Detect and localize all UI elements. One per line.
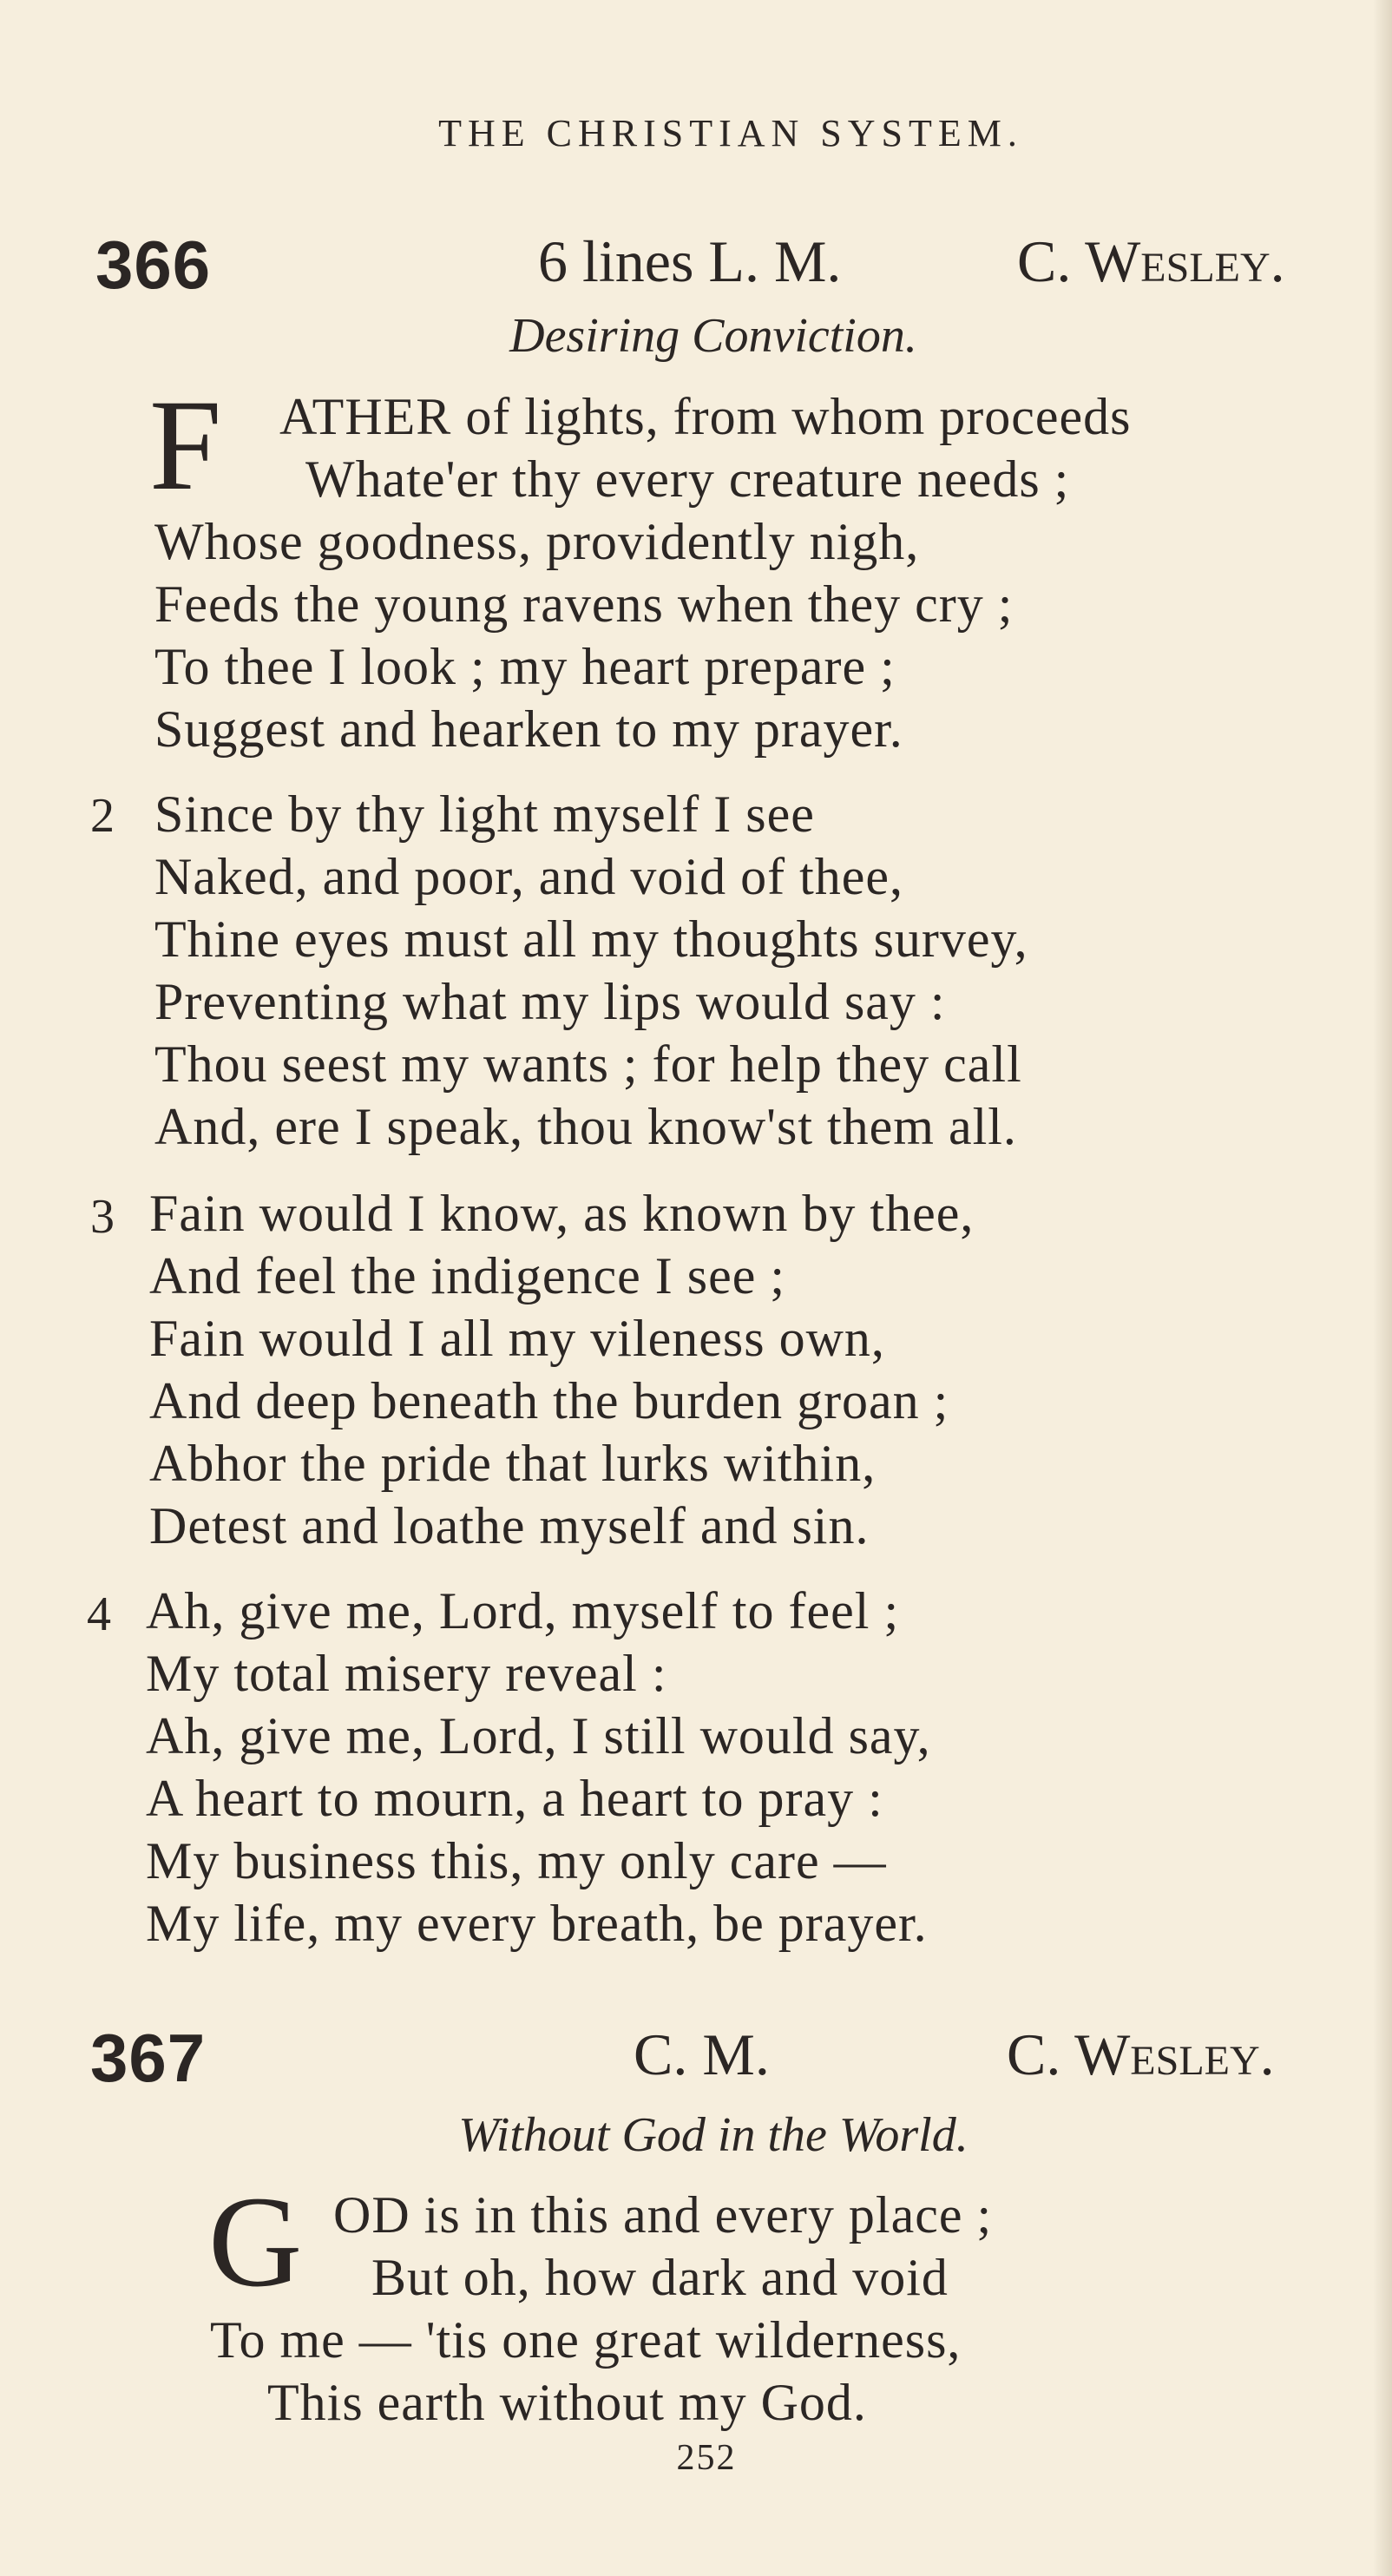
hymn-366-stanza-4-line-2: My total misery reveal :: [146, 1645, 667, 1702]
hymn-meter-366: 6 lines L. M.: [538, 228, 842, 294]
hymn-366-stanza-3-line-6: Detest and loathe myself and sin.: [149, 1497, 870, 1554]
hymn-author-366: C. Wesley.: [1017, 228, 1285, 294]
hymn-367-stanza-1-line-1: OD is in this and every place ;: [333, 2186, 993, 2244]
hymn-366-stanza-1-line-4: Feeds the young ravens when they cry ;: [154, 575, 1014, 633]
hymn-number-366: 366: [95, 227, 212, 303]
hymn-366-stanza-2-line-1: Since by thy light myself I see: [154, 785, 815, 843]
verse-number-3: 3: [90, 1190, 115, 1244]
hymn-366-stanza-4-line-4: A heart to mourn, a heart to pray :: [146, 1770, 883, 1827]
hymn-366-stanza-2-line-2: Naked, and poor, and void of thee,: [154, 848, 904, 905]
hymn-366-stanza-4-line-6: My life, my every breath, be prayer.: [146, 1895, 928, 1952]
hymn-subtitle-366: Desiring Conviction.: [509, 309, 917, 363]
verse-number-4: 4: [87, 1587, 111, 1641]
hymn-366-stanza-3-line-5: Abhor the pride that lurks within,: [149, 1435, 877, 1492]
hymn-number-367: 367: [90, 2020, 207, 2096]
hymn-366-stanza-3-line-4: And deep beneath the burden groan ;: [149, 1372, 949, 1429]
hymn-366-stanza-3-line-3: Fain would I all my vileness own,: [149, 1310, 885, 1367]
hymn-366-stanza-1-line-6: Suggest and hearken to my prayer.: [154, 700, 903, 758]
hymn-366-stanza-2-line-4: Preventing what my lips would say :: [154, 973, 946, 1030]
hymn-meter-367: C. M.: [634, 2021, 770, 2087]
hymn-366-stanza-2-line-5: Thou seest my wants ; for help they call: [154, 1035, 1022, 1093]
hymn-author-367: C. Wesley.: [1007, 2021, 1275, 2087]
hymn-366-stanza-3-line-2: And feel the indigence I see ;: [149, 1247, 786, 1304]
page-edge-shadow: [1373, 0, 1392, 2576]
hymn-366-stanza-4-line-1: Ah, give me, Lord, myself to feel ;: [146, 1582, 900, 1640]
hymn-366-stanza-4-line-3: Ah, give me, Lord, I still would say,: [146, 1707, 931, 1764]
hymn-366-stanza-1-line-1: ATHER of lights, from whom proceeds: [279, 388, 1132, 445]
verse-number-2: 2: [90, 789, 115, 843]
hymn-366-stanza-2-line-3: Thine eyes must all my thoughts survey,: [154, 910, 1028, 968]
dropcap-367: G: [208, 2170, 303, 2314]
dropcap-366: F: [149, 373, 222, 517]
hymn-366-stanza-3-line-1: Fain would I know, as known by thee,: [149, 1185, 975, 1242]
hymn-subtitle-367: Without God in the World.: [458, 2108, 968, 2162]
hymn-366-stanza-4-line-5: My business this, my only care —: [146, 1832, 887, 1889]
hymn-367-stanza-1-line-4: This earth without my God.: [267, 2374, 867, 2431]
hymn-366-stanza-1-line-5: To thee I look ; my heart prepare ;: [154, 638, 896, 695]
hymn-367-stanza-1-line-2: But oh, how dark and void: [371, 2249, 949, 2306]
page-number: 252: [676, 2438, 737, 2478]
hymn-366-stanza-1-line-3: Whose goodness, providently nigh,: [154, 513, 920, 570]
hymn-366-stanza-1-line-2: Whate'er thy every creature needs ;: [305, 450, 1070, 508]
running-head: THE CHRISTIAN SYSTEM.: [438, 112, 1023, 154]
hymn-367-stanza-1-line-3: To me — 'tis one great wilderness,: [210, 2311, 962, 2369]
hymn-366-stanza-2-line-6: And, ere I speak, thou know'st them all.: [154, 1098, 1017, 1155]
